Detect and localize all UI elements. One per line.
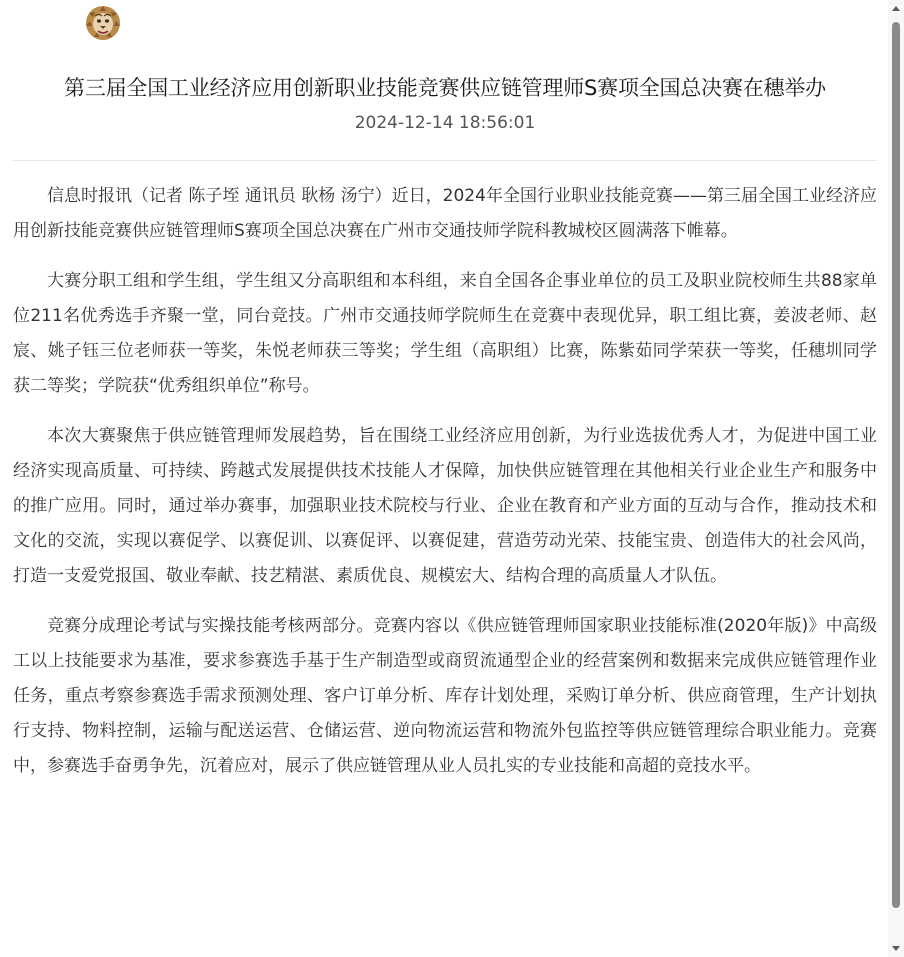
divider <box>13 160 877 161</box>
article-body <box>13 179 877 784</box>
paragraph: 本次大赛聚焦于供应链管理师发展趋势，旨在围绕工业经济应用创新，为行业选拔优秀人才，为促进中国工业经济实现高质量、可持续、跨越式发展提供技术技能人才保障，加快供应链管理在其他相关行业企业生产和服务中的推广应用。同时，通过举办赛事，加强职业技术院校与行业、企业在教育和产业方面的互动与合作，推动技术和文化的交流，实现以赛促学、以赛促训、以赛促评、以赛促建，营造劳动光荣、技能宝贵、创造伟大的社会风尚，打造一支爱党报国、敬业奉献、技艺精湛、素质优良、规模宏大、结构合理的高质量人才队伍。 <box>13 426 877 586</box>
publish-date: 2024-12-14 18:56:01 <box>354 113 536 133</box>
scroll-up-arrow-icon[interactable] <box>892 6 900 11</box>
article <box>13 70 877 799</box>
article-title: 第三届全国工业经济应用创新职业技能竞赛供应链管理师S赛项全国总决赛在穗举办 <box>64 76 826 100</box>
vertical-scrollbar[interactable] <box>888 0 904 957</box>
paragraph: 竞赛分成理论考试与实操技能考核两部分。竞赛内容以《供应链管理师国家职业技能标准(2020年版)》中高级工以上技能要求为基准，要求参赛选手基于生产制造型或商贸流通型企业的经营案例和数据来完成供应链管理作业任务，重点考察参赛选手需求预测处理、客户订单分析、库存计划处理，采购订单分析、供应商管理，生产计划执行支持、物料控制，运输与配送运营、仓储运营、逆向物流运营和物流外包监控等供应链管理综合职业能力。竞赛中，参赛选手奋勇争先，沉着应对，展示了供应链管理从业人员扎实的专业技能和高超的竞技水平。 <box>13 616 877 776</box>
lion-emblem-icon[interactable] <box>84 4 122 42</box>
paragraph: 信息时报讯（记者 陈子垤 通讯员 耿杨 汤宁）近日，2024年全国行业职业技能竞赛——第三届全国工业经济应用创新技能竞赛供应链管理师S赛项全国总决赛在广州市交通技师学院科教城校区圆满落下帷幕。 <box>13 186 877 241</box>
scrollbar-thumb[interactable] <box>892 22 900 908</box>
paragraph: 大赛分职工组和学生组，学生组又分高职组和本科组，来自全国各企事业单位的员工及职业院校师生共88家单位211名优秀选手齐聚一堂，同台竞技。广州市交通技师学院师生在竞赛中表现优异，职工组比赛，姜波老师、赵宸、姚子钰三位老师获一等奖，朱悦老师获三等奖；学生组（高职组）比赛，陈紫茹同学荣获一等奖，任穗圳同学获二等奖；学院获“优秀组织单位”称号。 <box>13 271 877 396</box>
scroll-down-arrow-icon[interactable] <box>892 946 900 951</box>
